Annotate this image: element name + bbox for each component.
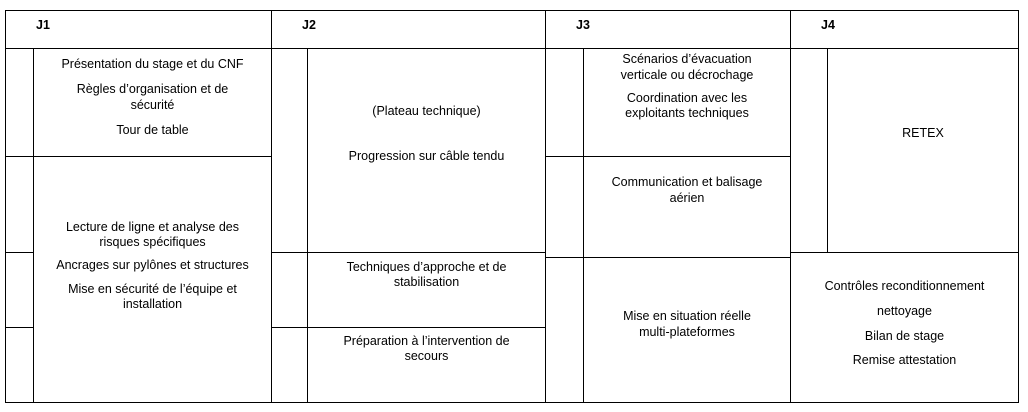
j1-session-afternoon [33,156,272,403]
session-line: Présentation du stage et du CNF [61,57,244,71]
session-line: sécurité [130,98,175,112]
day-label: J4 [821,18,835,32]
j1-session-morning [33,48,272,157]
session-line: Progression sur câble tendu [348,149,505,163]
day-header-j3 [545,10,791,49]
j4-session-afternoon [790,252,1019,403]
day-header-j4 [790,10,1019,49]
j2-session-morning [307,48,546,253]
session-line: aérien [669,191,705,205]
session-line: nettoyage [877,304,932,318]
day-label: J3 [576,18,590,32]
session-line: Tour de table [116,123,189,137]
session-line: Ancrages sur pylônes et structures [56,258,249,272]
session-line: Mise en situation réelle [623,309,751,323]
day-header-j1 [5,10,272,49]
session-line: Coordination avec les [626,91,748,105]
session-line: Techniques d’approche et de [346,260,507,274]
session-line: stabilisation [393,275,460,289]
j4-margin-cell [790,48,828,253]
j4-session-morning [827,48,1019,253]
session-line: installation [122,297,183,311]
session-line: Règles d’organisation et de [76,82,229,96]
session-line: verticale ou décrochage [620,68,754,82]
j2-margin-cell [271,48,308,253]
session-line: Lecture de ligne et analyse des [65,220,240,234]
j2-session-midafternoon [307,252,546,328]
j3-session-afternoon [583,257,791,403]
session-line: exploitants techniques [625,106,749,120]
session-line: (Plateau technique) [372,104,481,118]
j3-margin-cell [545,257,584,403]
session-line: Communication et balisage [611,175,763,189]
session-line: Préparation à l’intervention de [343,334,510,348]
j3-session-midday [583,156,791,258]
session-line: Bilan de stage [864,329,945,343]
session-line: Contrôles reconditionnement [824,279,985,293]
session-line: Remise attestation [852,353,957,367]
j1-margin-cell [5,156,34,253]
j2-margin-cell [271,252,308,328]
session-line: secours [404,349,449,363]
j3-session-morning [583,48,791,157]
session-line: Mise en sécurité de l’équipe et [68,282,237,296]
day-label: J2 [302,18,316,32]
j2-session-late [307,327,546,403]
j3-margin-cell [545,156,584,258]
j1-margin-cell [5,327,34,403]
session-line: Scénarios d’évacuation [622,52,752,66]
session-line: multi-plateformes [639,325,735,339]
day-label: J1 [36,18,50,32]
session-line: risques spécifiques [99,235,206,249]
day-header-j2 [271,10,546,49]
j3-margin-cell [545,48,584,157]
j2-margin-cell [271,327,308,403]
session-line: RETEX [902,126,944,140]
j1-margin-cell [5,48,34,157]
j1-margin-cell [5,252,34,328]
